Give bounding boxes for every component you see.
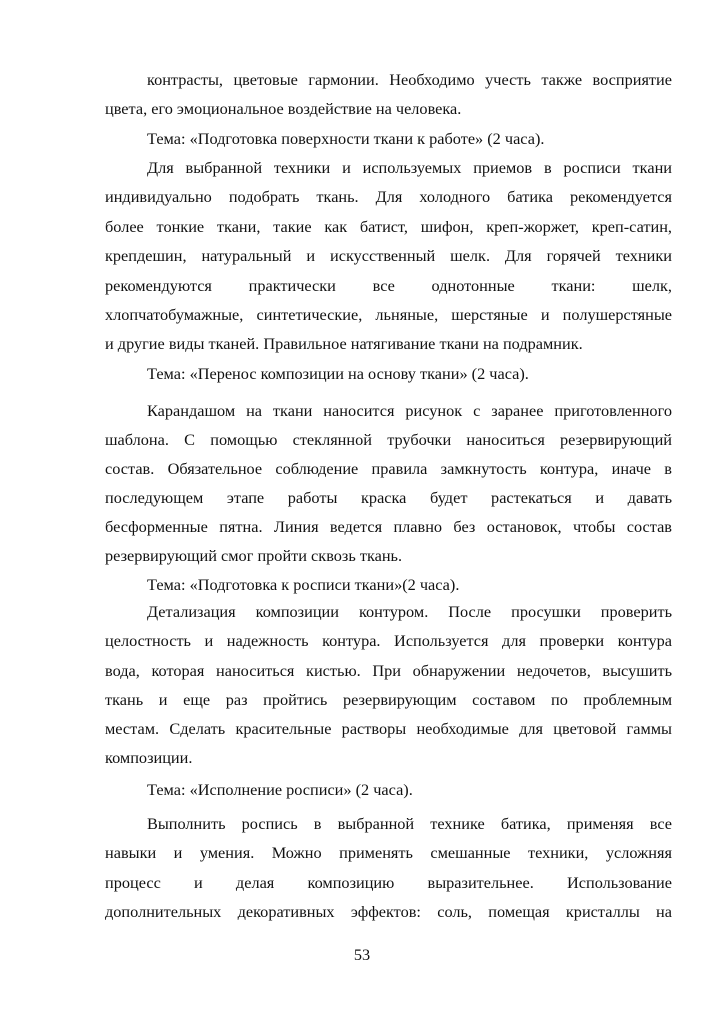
text-line: Детализация композиции контуром. После просушки проверить xyxy=(147,602,672,621)
text-line: Тема: «Перенос композиции на основу ткани» (2 часа). xyxy=(147,364,529,383)
text-line: процесс и делая композицию выразительнее. Использование xyxy=(105,872,672,892)
paragraph xyxy=(105,65,672,124)
text-line: состав. Обязательное соблюдение правила замкнутость контура, иначе в xyxy=(105,459,672,478)
paragraph xyxy=(105,153,672,359)
text-line: местам. Сделать красительные растворы необходимые для цветовой гаммы xyxy=(105,719,672,739)
text-line: Тема: «Подготовка поверхности ткани к работе» (2 часа). xyxy=(147,129,545,148)
text-line: крепдешин, натуральный и искусственный шелк. Для горячей техники xyxy=(105,246,672,266)
text-line: дополнительных декоративных эффектов: соль, помещая кристаллы на xyxy=(105,901,672,921)
text-line: бесформенные пятна. Линия ведется плавно без остановок, чтобы состав xyxy=(105,517,672,536)
text-line: более тонкие ткани, такие как батист, шифон, креп-жоржет, креп-сатин, xyxy=(105,216,672,236)
text-line: шаблона. С помощью стеклянной трубочки наноситься резервирующий xyxy=(105,430,672,449)
paragraph xyxy=(105,396,672,570)
topic-heading xyxy=(105,124,672,153)
paragraph xyxy=(105,809,672,926)
text-line: и другие виды тканей. Правильное натягивание ткани на подрамник. xyxy=(105,334,583,354)
text-line: Карандашом на ткани наносится рисунок с заранее приготовленного xyxy=(147,401,672,420)
text-line: вода, которая наноситься кистью. При обнаружении недочетов, высушить xyxy=(105,660,672,680)
text-line: ткань и еще раз пройтись резервирующим составом по проблемным xyxy=(105,689,672,709)
text-line: навыки и умения. Можно применять смешанные техники, усложняя xyxy=(105,843,672,863)
text-line: целостность и надежность контура. Используется для проверки контура xyxy=(105,631,672,651)
text-line: цвета, его эмоциональное воздействие на человека. xyxy=(105,99,462,119)
text-line: рекомендуются практически все однотонные ткани: шелк, xyxy=(105,275,672,295)
text-line: хлопчатобумажные, синтетические, льняные, шерстяные и полушерстяные xyxy=(105,304,672,324)
text-line: резервирующий смог пройти сквозь ткань. xyxy=(105,546,403,565)
text-line: Тема: «Подготовка к росписи ткани»(2 часа). xyxy=(147,575,460,594)
text-line: Тема: «Исполнение росписи» (2 часа). xyxy=(147,780,413,799)
text-line: контрасты, цветовые гармонии. Необходимо учесть также восприятие xyxy=(147,70,672,89)
page-number: 53 xyxy=(353,945,371,964)
paragraph xyxy=(105,597,672,773)
text-line: Для выбранной техники и используемых приемов в росписи ткани xyxy=(147,158,672,177)
text-line: последующем этапе работы краска будет растекаться и давать xyxy=(105,488,672,507)
text-line: композиции. xyxy=(105,748,193,768)
topic-heading xyxy=(105,570,672,599)
text-line: Выполнить роспись в выбранной технике батика, применяя все xyxy=(147,814,672,833)
topic-heading xyxy=(105,359,672,388)
text-line: индивидуально подобрать ткань. Для холодного батика рекомендуется xyxy=(105,187,672,207)
topic-heading xyxy=(105,775,672,804)
